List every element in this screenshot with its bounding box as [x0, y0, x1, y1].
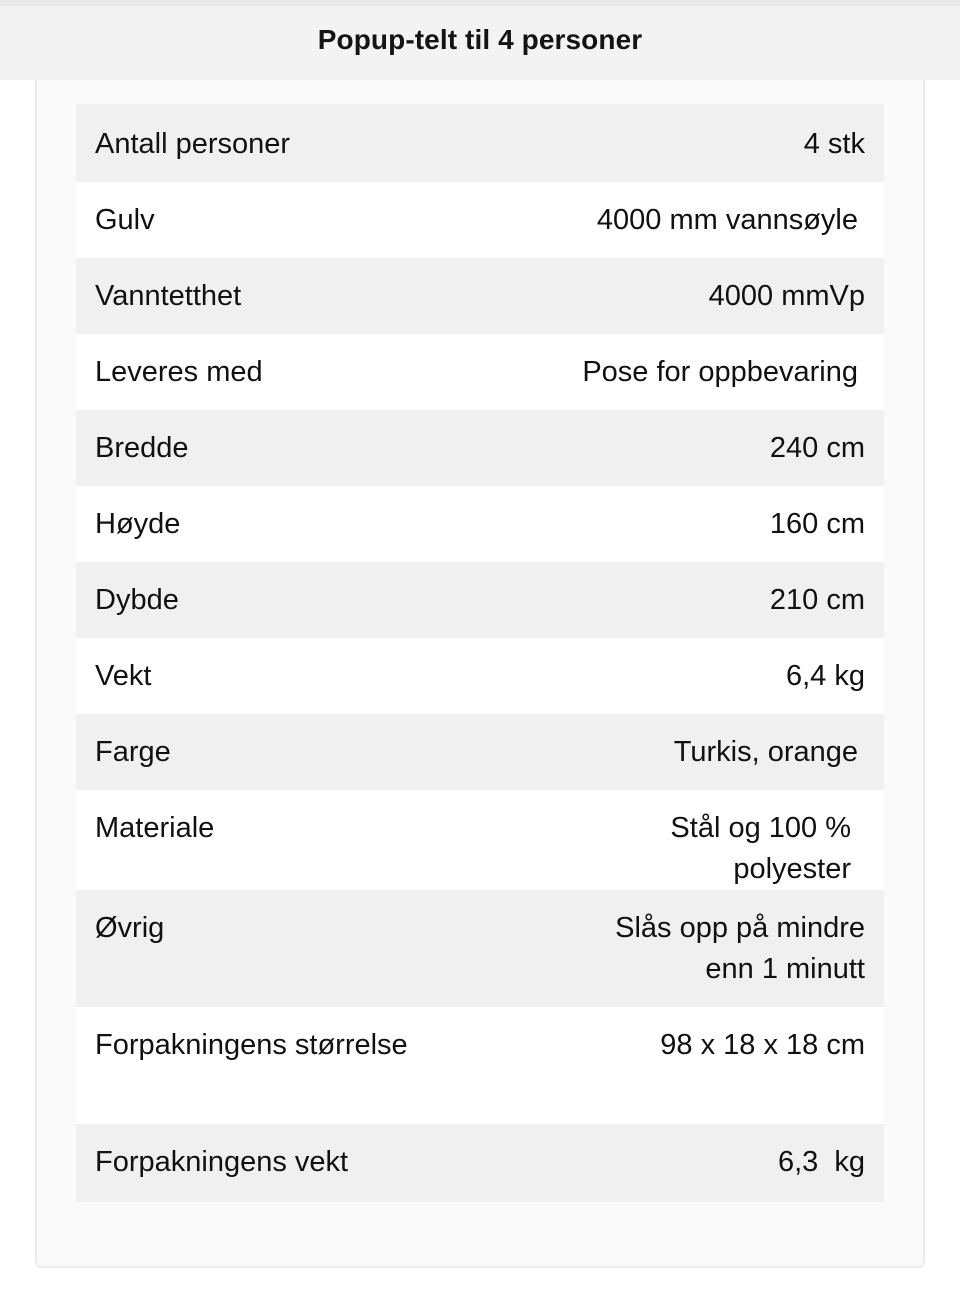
spec-row-forpakningens-vekt [76, 1124, 884, 1202]
spec-label: Materiale [95, 812, 215, 844]
spec-value: 4000 mm vannsøyle [596, 204, 858, 236]
spec-value: 6,4 kg [786, 660, 865, 692]
spec-row-materiale [76, 790, 884, 890]
spec-value: 240 cm [769, 432, 865, 464]
spec-label: Øvrig [95, 912, 165, 944]
spec-value: 4 stk [803, 128, 865, 160]
spec-row-bredde [76, 410, 884, 486]
spec-row-hoyde [76, 486, 884, 562]
spec-row-ovrig [76, 890, 884, 1007]
top-bar [0, 0, 960, 80]
spec-row-leveres-med [76, 334, 884, 410]
spec-label: Forpakningens vekt [95, 1146, 349, 1178]
spec-row-gulv [76, 182, 884, 258]
spec-value: 6,3 kg [777, 1146, 865, 1178]
spec-value: 98 x 18 x 18 cm [660, 1029, 865, 1061]
spec-label: Antall personer [95, 128, 291, 160]
spec-label: Dybde [95, 584, 179, 616]
spec-value: Turkis, orange [673, 736, 858, 768]
spec-row-vekt [76, 638, 884, 714]
spec-value: 210 cm [769, 584, 865, 616]
spec-value: 160 cm [769, 508, 865, 540]
spec-row-vanntetthet [76, 258, 884, 334]
spec-label: Høyde [95, 508, 181, 540]
spec-label: Gulv [95, 204, 155, 236]
page-title: Popup-telt til 4 personer [317, 24, 643, 55]
spec-table [76, 104, 884, 1202]
spec-label: Leveres med [95, 356, 263, 388]
spec-value: Slås opp på mindre enn 1 minutt [615, 912, 865, 985]
spec-value: 4000 mmVp [708, 280, 865, 312]
spec-row-forpakningens-storrelse [76, 1007, 884, 1124]
spec-label: Bredde [95, 432, 189, 464]
spec-row-farge [76, 714, 884, 790]
spec-row-dybde [76, 562, 884, 638]
spec-label: Vanntetthet [95, 280, 242, 312]
spec-label: Vekt [95, 660, 152, 692]
spec-label: Farge [95, 736, 171, 768]
spec-value: Pose for oppbevaring [582, 356, 858, 388]
spec-value: Stål og 100 % polyester [670, 812, 851, 885]
spec-label: Forpakningens størrelse [95, 1029, 408, 1061]
spec-row-antall-personer [76, 104, 884, 182]
